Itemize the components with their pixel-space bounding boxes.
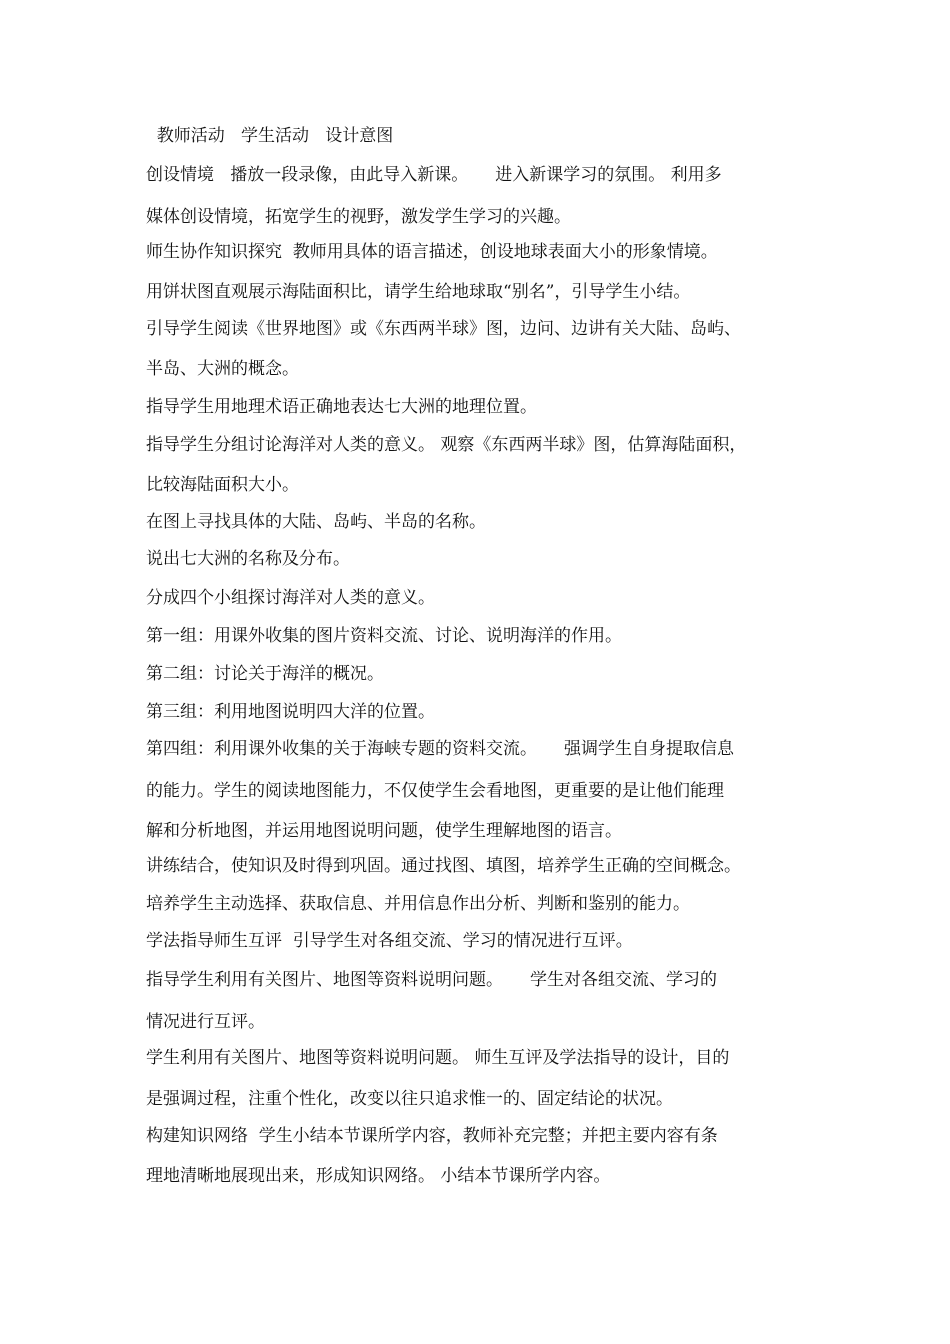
text-line: 用饼状图直观展示海陆面积比，请学生给地球取“别名”，引导学生小结。	[146, 282, 691, 302]
table-header-line: 教师活动 学生活动 设计意图	[146, 126, 394, 146]
text-line: 分成四个小组探讨海洋对人类的意义。	[146, 588, 435, 608]
text-line: 理地清晰地展现出来，形成知识网络。 小结本节课所学内容。	[146, 1166, 611, 1186]
text-line: 媒体创设情境，拓宽学生的视野，激发学生学习的兴趣。	[146, 207, 571, 227]
text-line: 比较海陆面积大小。	[146, 475, 299, 495]
text-line: 构建知识网络 学生小结本节课所学内容，教师补充完整；并把主要内容有条	[146, 1126, 718, 1146]
text-line: 培养学生主动选择、获取信息、并用信息作出分析、判断和鉴别的能力。	[146, 894, 690, 914]
text-line: 是强调过程，注重个性化，改变以往只追求惟一的、固定结论的状况。	[146, 1089, 673, 1109]
text-line: 指导学生利用有关图片、地图等资料说明问题。 学生对各组交流、学习的	[146, 970, 718, 990]
text-line: 说出七大洲的名称及分布。	[146, 549, 350, 569]
text-line: 第二组：讨论关于海洋的概况。	[146, 664, 384, 684]
text-line: 的能力。学生的阅读地图能力，不仅使学生会看地图，更重要的是让他们能理	[146, 781, 724, 801]
text-line: 引导学生阅读《世界地图》或《东西两半球》图，边问、边讲有关大陆、岛屿、	[146, 319, 741, 339]
text-line: 创设情境 播放一段录像，由此导入新课。 进入新课学习的氛围。 利用多	[146, 165, 722, 185]
text-line: 第三组：利用地图说明四大洋的位置。	[146, 702, 435, 722]
text-line: 解和分析地图，并运用地图说明问题，使学生理解地图的语言。	[146, 821, 622, 841]
text-line: 讲练结合，使知识及时得到巩固。通过找图、填图，培养学生正确的空间概念。	[146, 856, 741, 876]
text-line: 指导学生用地理术语正确地表达七大洲的地理位置。	[146, 397, 537, 417]
text-line: 学法指导师生互评 引导学生对各组交流、学习的情况进行互评。	[146, 931, 633, 951]
text-line: 情况进行互评。	[146, 1012, 265, 1032]
text-line: 第四组：利用课外收集的关于海峡专题的资料交流。 强调学生自身提取信息	[146, 739, 735, 759]
text-line: 指导学生分组讨论海洋对人类的意义。 观察《东西两半球》图，估算海陆面积，	[146, 435, 747, 455]
text-line: 第一组：用课外收集的图片资料交流、讨论、说明海洋的作用。	[146, 626, 622, 646]
text-line: 半岛、大洲的概念。	[146, 359, 299, 379]
text-line: 师生协作知识探究 教师用具体的语言描述，创设地球表面大小的形象情境。	[146, 242, 718, 262]
text-line: 学生利用有关图片、地图等资料说明问题。 师生互评及学法指导的设计，目的	[146, 1048, 730, 1068]
text-line: 在图上寻找具体的大陆、岛屿、半岛的名称。	[146, 512, 486, 532]
